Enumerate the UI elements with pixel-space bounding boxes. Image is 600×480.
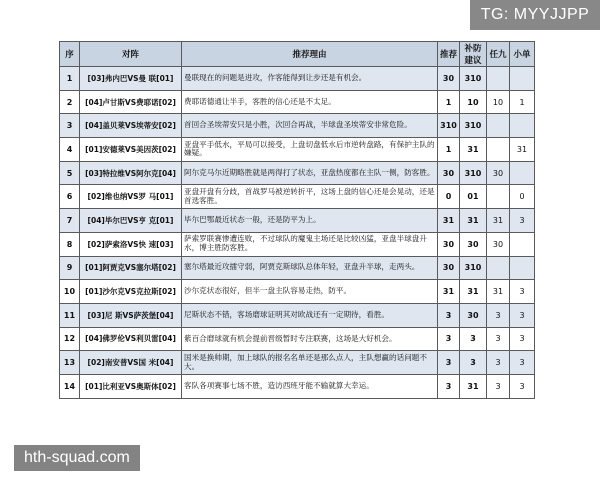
row-cover: 10 [460, 90, 487, 114]
row-cover: 310 [460, 67, 487, 91]
row-small [510, 67, 535, 91]
row-small: 3 [510, 374, 535, 398]
table-row [60, 232, 535, 256]
row-reason: 国米是换帅期，加上球队的报名名单还是那么点人，主队想赢的话问题不大。 [182, 351, 438, 375]
row-cover: 3 [460, 351, 487, 375]
row-cover: 310 [460, 256, 487, 280]
row-small: 3 [510, 303, 535, 327]
table-row [60, 209, 535, 233]
row-recommend: 0 [438, 185, 460, 209]
row-no: 9 [60, 256, 80, 280]
row-recommend: 30 [438, 256, 460, 280]
row-small: 31 [510, 138, 535, 162]
row-no: 4 [60, 138, 80, 162]
row-ren9 [487, 138, 510, 162]
row-ren9: 31 [487, 209, 510, 233]
table-row [60, 327, 535, 351]
row-no: 11 [60, 303, 80, 327]
header-cover: 补防建议 [460, 42, 487, 67]
row-ren9 [487, 256, 510, 280]
row-match: [01]阿贾克VS塞尔塔[02] [80, 256, 182, 280]
row-ren9: 30 [487, 161, 510, 185]
row-reason: 费耶诺德通让半手，客胜的信心还是不太足。 [182, 90, 438, 114]
row-ren9 [487, 185, 510, 209]
row-match: [02]萨索洛VS快 速[03] [80, 232, 182, 256]
table-row [60, 161, 535, 185]
site-watermark: hth-squad.com [14, 445, 140, 471]
row-ren9: 3 [487, 327, 510, 351]
row-cover: 310 [460, 114, 487, 138]
row-ren9: 3 [487, 303, 510, 327]
header-reason: 推荐理由 [182, 42, 438, 67]
row-match: [01]安德莱VS美因茨[02] [80, 138, 182, 162]
row-reason: 塞尔塔最近攻擂守弱，阿贾克斯球队总体年轻，亚盘升半球，走两头。 [182, 256, 438, 280]
table-row [60, 185, 535, 209]
row-no: 7 [60, 209, 80, 233]
row-no: 13 [60, 351, 80, 375]
table-row [60, 138, 535, 162]
row-reason: 毕尔巴鄂最近状态一般，还是防平为上。 [182, 209, 438, 233]
row-recommend: 3 [438, 327, 460, 351]
row-recommend: 3 [438, 374, 460, 398]
row-cover: 310 [460, 161, 487, 185]
row-match: [02]南安普VS国 米[04] [80, 351, 182, 375]
row-no: 5 [60, 161, 80, 185]
row-recommend: 310 [438, 114, 460, 138]
table-row [60, 303, 535, 327]
tg-tag: TG: MYYJJPP [470, 0, 600, 30]
row-ren9: 3 [487, 374, 510, 398]
row-reason: 亚盘平手低水，平局可以接受，上盘切盘低水后市逆转盘路，有保护主队的嫌疑。 [182, 138, 438, 162]
row-cover: 01 [460, 185, 487, 209]
row-recommend: 1 [438, 90, 460, 114]
row-reason: 阿尔克马尔近期略胜就是两得打了状态，亚盘热度都在主队一侧，防客胜。 [182, 161, 438, 185]
row-match: [03]弗内巴VS曼 联[01] [80, 67, 182, 91]
row-ren9: 30 [487, 232, 510, 256]
header-no: 序 [60, 42, 80, 67]
row-no: 3 [60, 114, 80, 138]
row-recommend: 1 [438, 138, 460, 162]
row-match: [01]比利亚VS奥斯体[02] [80, 374, 182, 398]
row-small: 0 [510, 185, 535, 209]
row-small: 3 [510, 327, 535, 351]
row-match: [04]佛罗伦VS利贝雷[04] [80, 327, 182, 351]
header-ren9: 任九 [487, 42, 510, 67]
row-ren9 [487, 67, 510, 91]
row-cover: 31 [460, 280, 487, 304]
row-cover: 31 [460, 374, 487, 398]
row-ren9 [487, 114, 510, 138]
row-no: 6 [60, 185, 80, 209]
header-small: 小单 [510, 42, 535, 67]
row-no: 2 [60, 90, 80, 114]
header-row [60, 42, 535, 67]
row-no: 8 [60, 232, 80, 256]
row-cover: 30 [460, 232, 487, 256]
row-no: 10 [60, 280, 80, 304]
row-recommend: 3 [438, 351, 460, 375]
row-recommend: 30 [438, 161, 460, 185]
row-reason: 首回合圣埃蒂安只是小胜，次回合再战，半球盘圣埃蒂安非常危险。 [182, 114, 438, 138]
row-recommend: 3 [438, 303, 460, 327]
row-no: 14 [60, 374, 80, 398]
row-no: 1 [60, 67, 80, 91]
row-small [510, 161, 535, 185]
row-ren9: 3 [487, 351, 510, 375]
row-small: 3 [510, 209, 535, 233]
row-reason: 尼斯状态不错，客场磨球证明其对欧战还有一定期待，看胜。 [182, 303, 438, 327]
row-recommend: 31 [438, 280, 460, 304]
row-cover: 31 [460, 209, 487, 233]
row-small: 3 [510, 280, 535, 304]
table-row [60, 90, 535, 114]
table-row [60, 351, 535, 375]
row-reason: 萨索罗联赛惨遭连败，不过球队的魔鬼主场还是比较凶猛，亚盘半球盘升水，博主胜防客胜。 [182, 232, 438, 256]
row-match: [04]卢甘斯VS费耶诺[02] [80, 90, 182, 114]
row-match: [03]尼 斯VS萨茨堡[04] [80, 303, 182, 327]
row-reason: 紫百合磨球就有机会提前晋级暂时专注联赛，这场是大好机会。 [182, 327, 438, 351]
header-recommend: 推荐 [438, 42, 460, 67]
table-row [60, 256, 535, 280]
header-match: 对阵 [80, 42, 182, 67]
row-small [510, 256, 535, 280]
row-reason: 亚盘开盘有分歧，首战罗马被逆转折平，这场上盘的信心还是会晃动，还是首选客胜。 [182, 185, 438, 209]
row-recommend: 30 [438, 67, 460, 91]
table-row [60, 280, 535, 304]
row-cover: 3 [460, 327, 487, 351]
row-match: [04]盖贝莱VS埃蒂安[02] [80, 114, 182, 138]
row-reason: 客队各项赛事七场不胜，造访西班牙能不输就算大幸运。 [182, 374, 438, 398]
row-match: [03]特拉维VS阿尔克[04] [80, 161, 182, 185]
row-cover: 30 [460, 303, 487, 327]
row-match: [04]毕尔巴VS亨 克[01] [80, 209, 182, 233]
row-match: [02]维也纳VS罗 马[01] [80, 185, 182, 209]
row-reason: 曼联现在的问题是进攻，作客能得到让步还是有机会。 [182, 67, 438, 91]
row-cover: 31 [460, 138, 487, 162]
row-recommend: 31 [438, 209, 460, 233]
row-small: 1 [510, 90, 535, 114]
row-small: 3 [510, 351, 535, 375]
table-row [60, 114, 535, 138]
row-recommend: 30 [438, 232, 460, 256]
row-reason: 沙尔克状态很好，但半一盘主队容易走热，防平。 [182, 280, 438, 304]
row-ren9: 10 [487, 90, 510, 114]
table-row [60, 374, 535, 398]
table-row [60, 67, 535, 91]
row-small [510, 114, 535, 138]
row-small [510, 232, 535, 256]
row-match: [01]沙尔克VS克拉斯[02] [80, 280, 182, 304]
row-no: 12 [60, 327, 80, 351]
row-ren9: 31 [487, 280, 510, 304]
recommendation-table [59, 41, 535, 399]
